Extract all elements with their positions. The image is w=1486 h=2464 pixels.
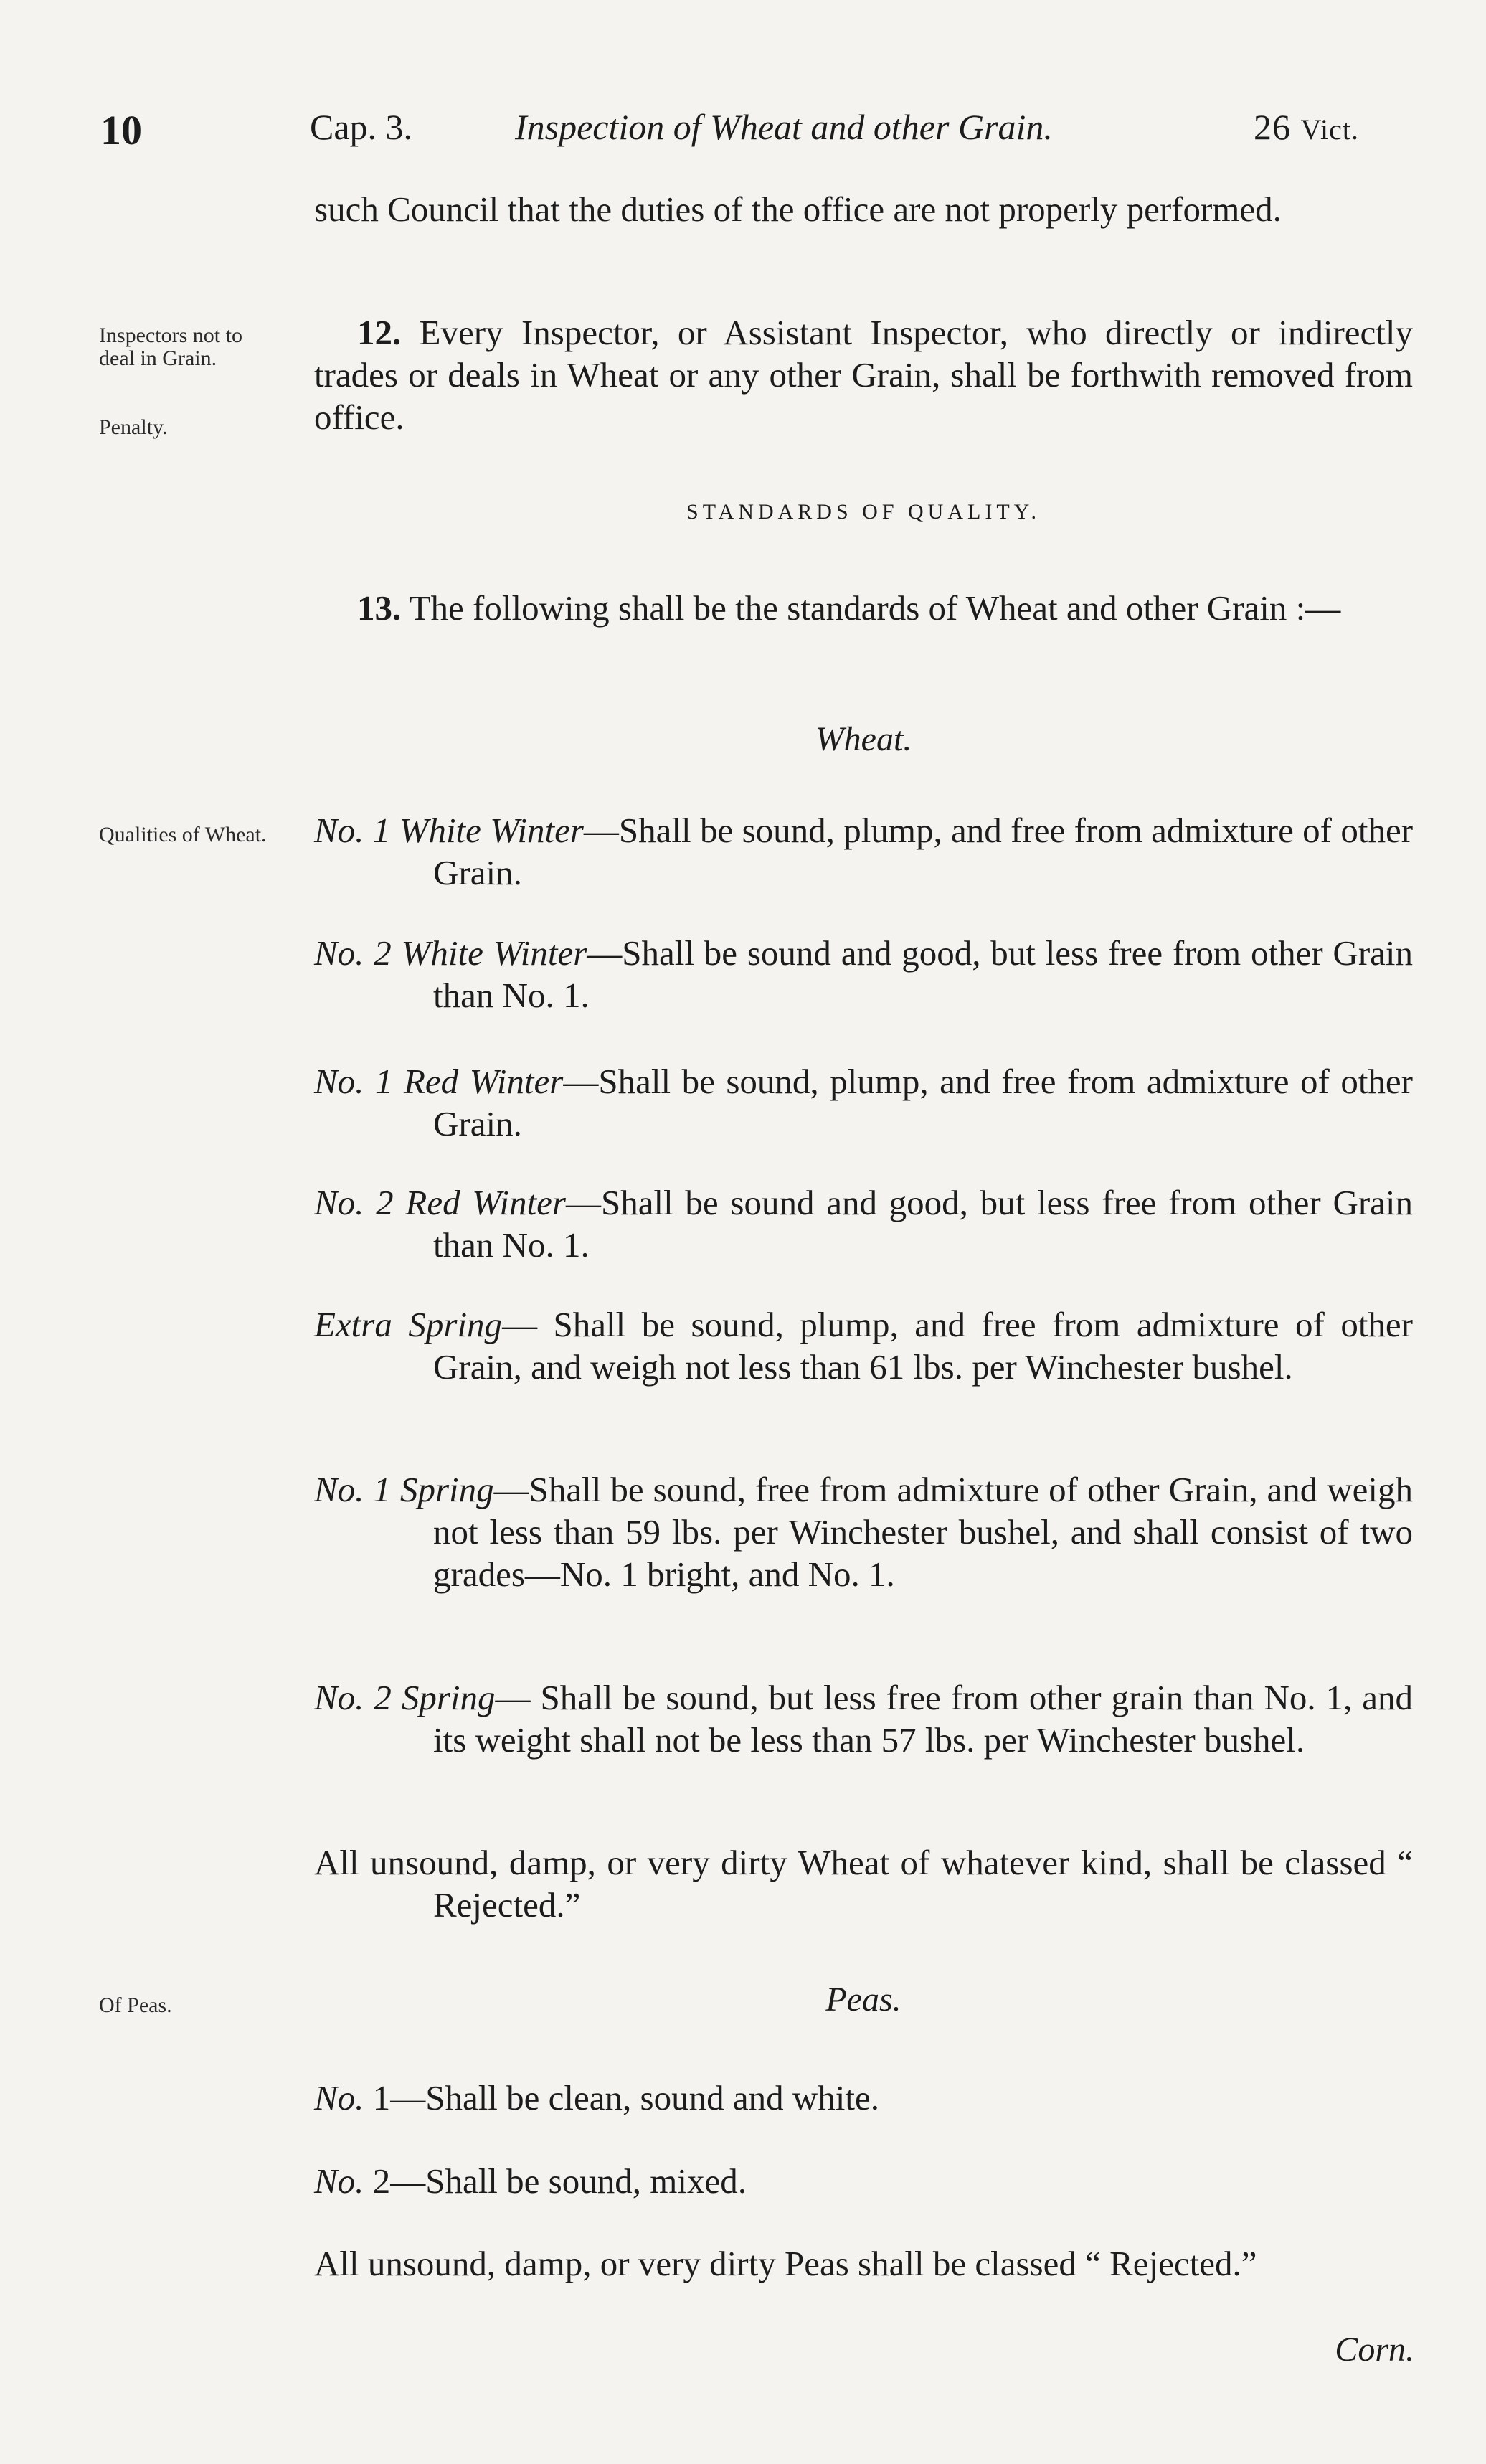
margin-note-inspectors: Inspectors not to deal in Grain. bbox=[99, 324, 242, 370]
continuation-paragraph: such Council that the duties of the office are not properly performed. bbox=[314, 189, 1282, 229]
grade-kind: Spring bbox=[401, 1678, 496, 1717]
wheat-grade-spring-1 bbox=[314, 1468, 1413, 1595]
section-13 bbox=[314, 587, 1413, 629]
margin-note-penalty: Penalty. bbox=[99, 415, 168, 439]
grade-kind: Spring bbox=[399, 1470, 494, 1509]
grade-label: No. 1 bbox=[314, 811, 391, 850]
grade-text: —Shall be sound, free from admixture of other Grain, and weigh not less than 59 lbs. per Winchester bushel, and shall consist of two grades—No. 1 bright, and No. 1. bbox=[433, 1470, 1413, 1594]
section-12-number: 12. bbox=[357, 313, 402, 352]
regnal-year-vict: Vict. bbox=[1300, 113, 1359, 146]
grade-text: 2—Shall be sound, mixed. bbox=[364, 2161, 747, 2201]
grade-kind: White Winter bbox=[399, 811, 584, 850]
page-number: 10 bbox=[100, 107, 142, 154]
regnal-year bbox=[1254, 106, 1359, 148]
wheat-grade-white-winter-1 bbox=[314, 809, 1413, 894]
section-13-number: 13. bbox=[357, 588, 402, 628]
grade-label: No. bbox=[314, 2161, 364, 2201]
wheat-grade-red-winter-1 bbox=[314, 1060, 1413, 1145]
grade-label: Extra bbox=[314, 1305, 392, 1344]
grade-text: — Shall be sound, but less free from other grain than No. 1, and its weight shall not be less than 57 lbs. per Winchester bushel. bbox=[433, 1678, 1413, 1760]
grade-label: No. 2 bbox=[314, 1678, 392, 1717]
running-title: Inspection of Wheat and other Grain. bbox=[515, 107, 1053, 147]
wheat-grade-white-winter-2 bbox=[314, 932, 1413, 1016]
catchword: Corn. bbox=[1335, 2331, 1414, 2369]
grade-label: No. 2 bbox=[314, 933, 392, 973]
grade-label: No. 1 bbox=[314, 1062, 393, 1101]
wheat-grade-red-winter-2 bbox=[314, 1181, 1413, 1266]
grade-text: —Shall be sound, plump, and free from admixture of other Grain. bbox=[433, 811, 1414, 892]
grade-kind: Spring bbox=[408, 1305, 503, 1344]
grade-text: —Shall be sound and good, but less free from other Grain than No. 1. bbox=[433, 1183, 1414, 1265]
wheat-heading: Wheat. bbox=[815, 720, 912, 758]
regnal-year-number: 26 bbox=[1254, 107, 1301, 147]
wheat-rejected: All unsound, damp, or very dirty Wheat of whatever kind, shall be classed “ Rejected.” bbox=[314, 1843, 1413, 1925]
wheat-grade-spring-2 bbox=[314, 1676, 1413, 1761]
margin-note-of-peas: Of Peas. bbox=[99, 1993, 172, 2017]
grade-kind: Red Winter bbox=[403, 1062, 564, 1101]
chapter-label: Cap. 3. bbox=[310, 107, 413, 147]
grade-kind: Red Winter bbox=[405, 1183, 566, 1222]
section-13-text: The following shall be the standards of Wheat and other Grain :— bbox=[401, 588, 1341, 628]
grade-text: —Shall be sound, plump, and free from admixture of other Grain. bbox=[433, 1062, 1413, 1143]
grade-text: — Shall be sound, plump, and free from admixture of other Grain, and weigh not less than 61 lbs. per Winchester bushel. bbox=[433, 1305, 1414, 1387]
grade-text: 1—Shall be clean, sound and white. bbox=[364, 2078, 879, 2118]
grade-label: No. 2 bbox=[314, 1183, 394, 1222]
peas-rejected: All unsound, damp, or very dirty Peas shall be classed “ Rejected.” bbox=[314, 2244, 1257, 2283]
grade-kind: White Winter bbox=[401, 933, 587, 973]
peas-grade-1 bbox=[314, 2077, 1413, 2119]
section-12 bbox=[314, 311, 1413, 438]
section-12-text: Every Inspector, or Assistant Inspector, who directly or indirectly trades or deals in Wheat or any other Grain, shall be forthwith removed from office. bbox=[314, 313, 1413, 437]
grade-label: No. 1 bbox=[314, 1470, 391, 1509]
grade-text: —Shall be sound and good, but less free from other Grain than No. 1. bbox=[433, 933, 1413, 1015]
standards-heading: STANDARDS OF QUALITY. bbox=[686, 500, 1041, 524]
margin-note-qualities-wheat: Qualities of Wheat. bbox=[99, 823, 267, 846]
grade-label: No. bbox=[314, 2078, 364, 2118]
wheat-grade-extra-spring bbox=[314, 1303, 1413, 1388]
peas-heading: Peas. bbox=[825, 1981, 901, 2019]
peas-grade-2 bbox=[314, 2160, 1413, 2202]
